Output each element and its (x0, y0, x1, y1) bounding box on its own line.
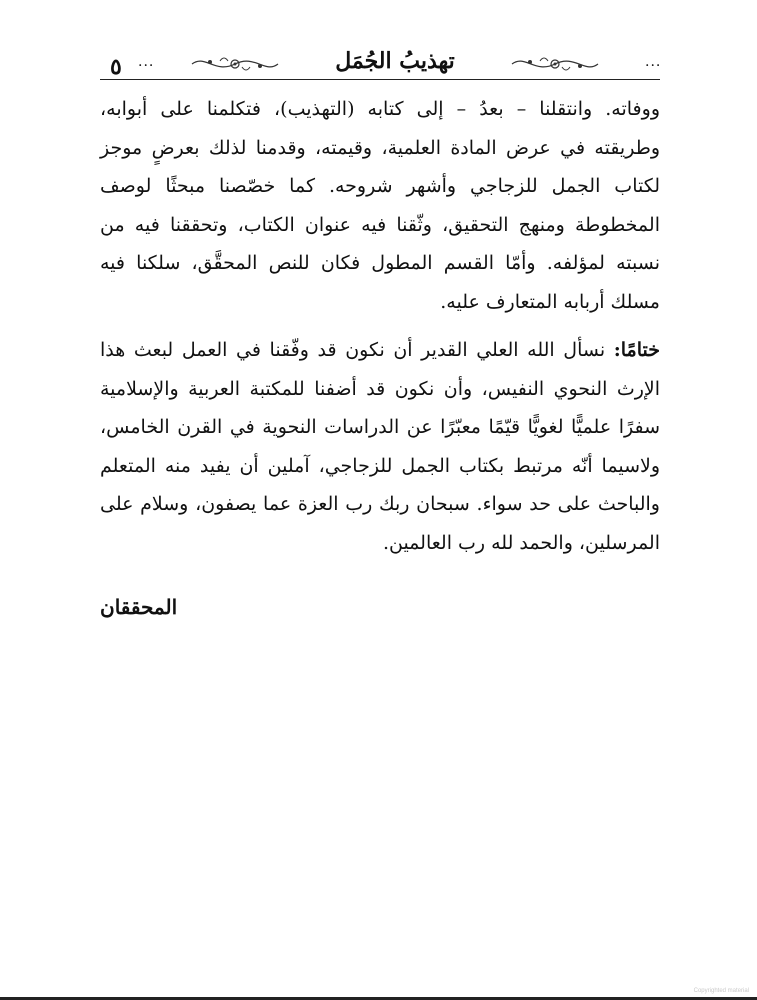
header-dots-right: ... (645, 54, 662, 70)
signature: المحققان (100, 595, 178, 619)
copyright-watermark: Copyrighted material (693, 988, 749, 994)
floral-ornament-icon (510, 52, 600, 76)
paragraph-lead: ختامًا: (613, 339, 660, 361)
page-number: ٥ (110, 54, 122, 80)
paragraph: ووفاته. وانتقلنا – بعدُ – إلى كتابه (التهذيب)، فتكلمنا على أبوابه، وطريقته في عرض المادة العلمية، وقيمته، وقدمنا لذلك بعرضٍ موجز لكتاب الجمل للزجاجي وأشهر شروحه. كما خصّصنا مبحثًا لوصف المخطوطة ومنهج التحقيق، وثّقنا فيه عنوان الكتاب، وتحققنا فيه من نسبته لمؤلفه. وأمّا القسم المطول فكان للنص المحقَّق، سلكنا فيه مسلك أربابه المتعارف عليه. (100, 98, 660, 313)
page-header (100, 44, 660, 84)
main-text (100, 90, 660, 562)
floral-ornament-icon (190, 52, 280, 76)
paragraph-text: نسأل الله العلي القدير أن نكون قد وفّقنا في العمل لبعث هذا الإرث النحوي النفيس، وأن نكون قد أضفنا للمكتبة العربية والإسلامية سفرًا علميًّا لغويًّا قيّمًا معبّرًا عن الدراسات النحوية في القرن الخامس، ولاسيما أنّه مرتبط بكتاب الجمل للزجاجي، آملين أن يفيد منه المتعلم والباحث على حد سواء. سبحان ربك رب العزة عما يصفون، وسلام على المرسلين، والحمد لله رب العالمين. (100, 339, 660, 554)
header-dots-left: ... (138, 54, 155, 70)
book-title: تهذيبُ الجُمَل (335, 48, 455, 74)
paragraph (100, 331, 660, 562)
header-rule (100, 79, 660, 80)
